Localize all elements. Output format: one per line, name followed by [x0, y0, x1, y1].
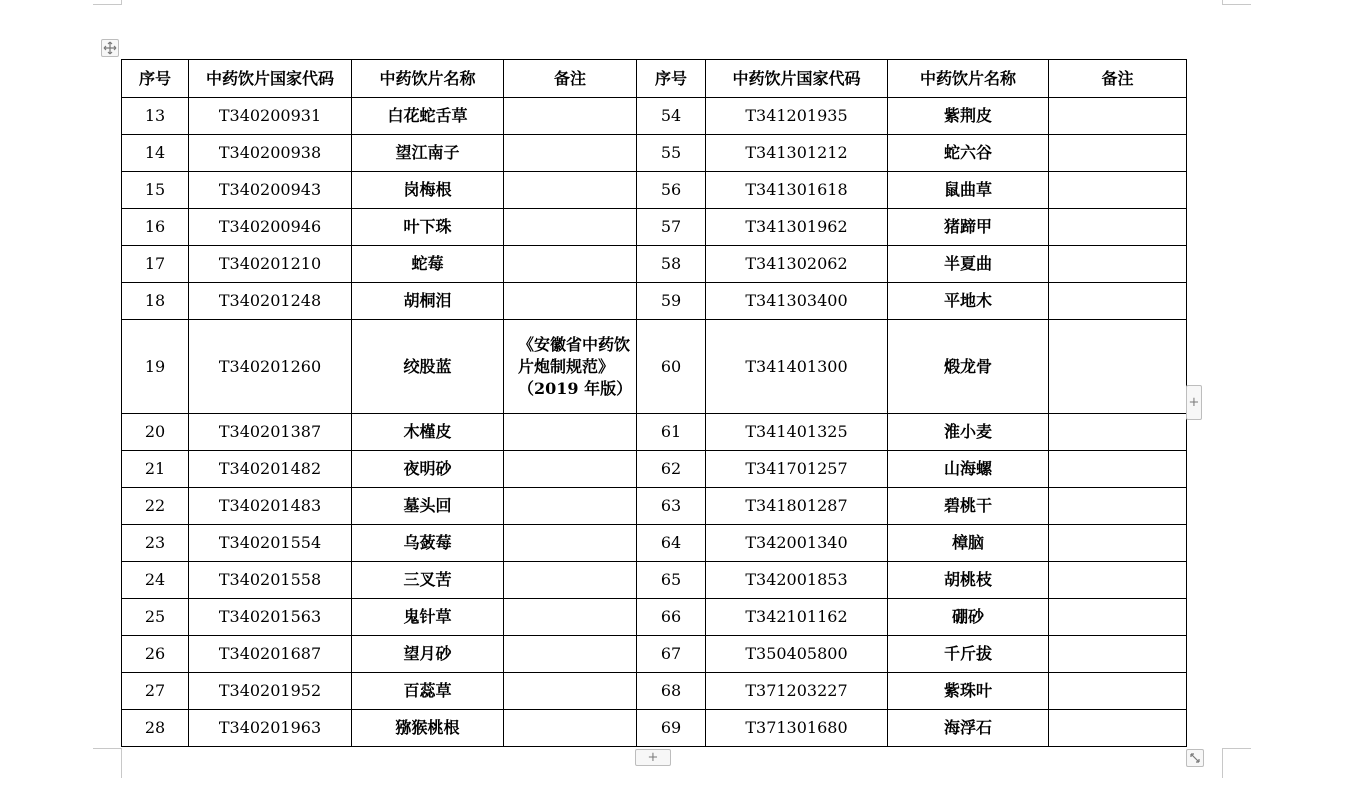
- table-row: [122, 172, 1187, 209]
- cell-note: [504, 451, 637, 488]
- cell-note: [504, 599, 637, 636]
- cell-code-2: T341701257: [706, 451, 888, 488]
- cell-name-2: 碧桃干: [888, 488, 1049, 525]
- cell-note: 《安徽省中药饮片炮制规范》（2019 年版）: [504, 320, 637, 414]
- cell-note-2: [1049, 636, 1187, 673]
- cell-name-2: 半夏曲: [888, 246, 1049, 283]
- header-name-2: 中药饮片名称: [888, 60, 1049, 98]
- cell-name: 叶下珠: [352, 209, 504, 246]
- cell-name-2: 海浮石: [888, 710, 1049, 747]
- cell-note-2: [1049, 599, 1187, 636]
- header-note: 备注: [504, 60, 637, 98]
- crop-mark-top-right-h: [1222, 4, 1251, 5]
- cell-note: [504, 172, 637, 209]
- cell-index-2: 66: [637, 599, 706, 636]
- cell-index-2: 59: [637, 283, 706, 320]
- cell-note: [504, 246, 637, 283]
- cell-index-2: 56: [637, 172, 706, 209]
- cell-note-2: [1049, 414, 1187, 451]
- cell-index: 26: [122, 636, 189, 673]
- cell-name-2: 平地木: [888, 283, 1049, 320]
- cell-code: T340201558: [189, 562, 352, 599]
- cell-index: 21: [122, 451, 189, 488]
- cell-index: 17: [122, 246, 189, 283]
- table-move-handle[interactable]: [101, 39, 119, 57]
- cell-code-2: T371203227: [706, 673, 888, 710]
- cell-code: T340200931: [189, 98, 352, 135]
- cell-note-2: [1049, 98, 1187, 135]
- table-row: [122, 562, 1187, 599]
- cell-index: 22: [122, 488, 189, 525]
- header-index-2: 序号: [637, 60, 706, 98]
- cell-code-2: T341401300: [706, 320, 888, 414]
- add-column-button[interactable]: [1186, 385, 1202, 420]
- cell-index: 23: [122, 525, 189, 562]
- cell-note: [504, 636, 637, 673]
- cell-note-2: [1049, 710, 1187, 747]
- cell-name-2: 胡桃枝: [888, 562, 1049, 599]
- cell-note: [504, 488, 637, 525]
- table-row: [122, 283, 1187, 320]
- crop-mark-bottom-left-h: [93, 748, 122, 749]
- cell-code: T340201248: [189, 283, 352, 320]
- cell-index-2: 58: [637, 246, 706, 283]
- cell-note-2: [1049, 209, 1187, 246]
- cell-name: 猕猴桃根: [352, 710, 504, 747]
- cell-name-2: 山海螺: [888, 451, 1049, 488]
- cell-code: T340201563: [189, 599, 352, 636]
- cell-note: [504, 525, 637, 562]
- cell-code-2: T350405800: [706, 636, 888, 673]
- table-header-row: [122, 60, 1187, 98]
- header-code: 中药饮片国家代码: [189, 60, 352, 98]
- cell-note-2: [1049, 451, 1187, 488]
- cell-code: T340201210: [189, 246, 352, 283]
- cell-note: [504, 562, 637, 599]
- cell-index-2: 62: [637, 451, 706, 488]
- cell-note-2: [1049, 320, 1187, 414]
- cell-index-2: 60: [637, 320, 706, 414]
- cell-index: 16: [122, 209, 189, 246]
- cell-index: 18: [122, 283, 189, 320]
- cell-note: [504, 414, 637, 451]
- cell-note-2: [1049, 562, 1187, 599]
- cell-index: 15: [122, 172, 189, 209]
- table-row: [122, 320, 1187, 414]
- cell-code-2: T342101162: [706, 599, 888, 636]
- cell-index: 14: [122, 135, 189, 172]
- cell-index-2: 54: [637, 98, 706, 135]
- crop-mark-bottom-left-v: [121, 748, 122, 778]
- cell-name: 乌蔹莓: [352, 525, 504, 562]
- cell-name: 夜明砂: [352, 451, 504, 488]
- table-row: [122, 451, 1187, 488]
- cell-code-2: T341801287: [706, 488, 888, 525]
- cell-code-2: T341301962: [706, 209, 888, 246]
- table-row: [122, 246, 1187, 283]
- cell-name: 岗梅根: [352, 172, 504, 209]
- cell-name-2: 紫荆皮: [888, 98, 1049, 135]
- cell-code: T340201554: [189, 525, 352, 562]
- cell-index: 19: [122, 320, 189, 414]
- plus-icon: +: [1188, 395, 1200, 410]
- header-index: 序号: [122, 60, 189, 98]
- cell-name: 胡桐泪: [352, 283, 504, 320]
- table-row: [122, 414, 1187, 451]
- cell-name: 墓头回: [352, 488, 504, 525]
- cell-code-2: T371301680: [706, 710, 888, 747]
- table-row: [122, 599, 1187, 636]
- cell-name-2: 煅龙骨: [888, 320, 1049, 414]
- cell-code: T340201260: [189, 320, 352, 414]
- table-row: [122, 710, 1187, 747]
- herbal-pieces-table: [121, 59, 1187, 747]
- cell-code: T340200938: [189, 135, 352, 172]
- header-code-2: 中药饮片国家代码: [706, 60, 888, 98]
- cell-index-2: 64: [637, 525, 706, 562]
- header-note-2: 备注: [1049, 60, 1187, 98]
- cell-code-2: T341302062: [706, 246, 888, 283]
- cell-note: [504, 283, 637, 320]
- cell-code-2: T342001340: [706, 525, 888, 562]
- cell-index: 13: [122, 98, 189, 135]
- cell-name: 木槿皮: [352, 414, 504, 451]
- cell-code: T340201387: [189, 414, 352, 451]
- cell-index-2: 69: [637, 710, 706, 747]
- cell-name: 三叉苦: [352, 562, 504, 599]
- cell-note: [504, 710, 637, 747]
- table-row: [122, 209, 1187, 246]
- cell-index: 28: [122, 710, 189, 747]
- plus-icon: +: [647, 750, 659, 765]
- cell-name: 蛇莓: [352, 246, 504, 283]
- cell-note-2: [1049, 525, 1187, 562]
- cell-name: 望江南子: [352, 135, 504, 172]
- add-row-button[interactable]: [635, 749, 671, 766]
- cell-name: 白花蛇舌草: [352, 98, 504, 135]
- cell-index-2: 57: [637, 209, 706, 246]
- table-resize-handle[interactable]: [1186, 749, 1204, 767]
- cell-index-2: 67: [637, 636, 706, 673]
- cell-note-2: [1049, 246, 1187, 283]
- cell-index: 27: [122, 673, 189, 710]
- cell-note: [504, 673, 637, 710]
- cell-note-2: [1049, 488, 1187, 525]
- cell-name-2: 千斤拔: [888, 636, 1049, 673]
- resize-icon: [1189, 752, 1201, 764]
- cell-code: T340201482: [189, 451, 352, 488]
- cell-index-2: 55: [637, 135, 706, 172]
- cell-name-2: 猪蹄甲: [888, 209, 1049, 246]
- cell-index: 20: [122, 414, 189, 451]
- cell-note-2: [1049, 172, 1187, 209]
- cell-index: 24: [122, 562, 189, 599]
- cell-index-2: 65: [637, 562, 706, 599]
- cell-index-2: 68: [637, 673, 706, 710]
- cell-name: 望月砂: [352, 636, 504, 673]
- cell-index-2: 61: [637, 414, 706, 451]
- cell-code: T340201687: [189, 636, 352, 673]
- crop-mark-bottom-right-h: [1222, 748, 1251, 749]
- cell-code-2: T341401325: [706, 414, 888, 451]
- table-row: [122, 673, 1187, 710]
- cell-code-2: T341301618: [706, 172, 888, 209]
- cell-note: [504, 135, 637, 172]
- table-row: [122, 135, 1187, 172]
- cell-index: 25: [122, 599, 189, 636]
- cell-name-2: 蛇六谷: [888, 135, 1049, 172]
- cell-name-2: 樟脑: [888, 525, 1049, 562]
- cell-code: T340201483: [189, 488, 352, 525]
- table-row: [122, 636, 1187, 673]
- cell-code: T340200946: [189, 209, 352, 246]
- cell-name-2: 硼砂: [888, 599, 1049, 636]
- cell-note: [504, 209, 637, 246]
- cell-code: T340201963: [189, 710, 352, 747]
- table-body: [122, 98, 1187, 747]
- cell-index-2: 63: [637, 488, 706, 525]
- cell-name: 鬼针草: [352, 599, 504, 636]
- crop-mark-bottom-right-v: [1222, 748, 1223, 778]
- cell-code: T340200943: [189, 172, 352, 209]
- table-row: [122, 98, 1187, 135]
- cell-name-2: 淮小麦: [888, 414, 1049, 451]
- crop-mark-top-right-v: [1222, 0, 1223, 5]
- cell-note-2: [1049, 673, 1187, 710]
- cell-name: 绞股蓝: [352, 320, 504, 414]
- crop-mark-top-left-h: [93, 4, 122, 5]
- cell-code-2: T341301212: [706, 135, 888, 172]
- cell-name-2: 鼠曲草: [888, 172, 1049, 209]
- cell-note: [504, 98, 637, 135]
- move-icon: [103, 41, 117, 55]
- cell-name-2: 紫珠叶: [888, 673, 1049, 710]
- table-row: [122, 488, 1187, 525]
- header-name: 中药饮片名称: [352, 60, 504, 98]
- cell-code-2: T341303400: [706, 283, 888, 320]
- crop-mark-top-left-v: [121, 0, 122, 5]
- cell-note-2: [1049, 283, 1187, 320]
- cell-code-2: T341201935: [706, 98, 888, 135]
- cell-note-2: [1049, 135, 1187, 172]
- cell-name: 百蕊草: [352, 673, 504, 710]
- cell-code: T340201952: [189, 673, 352, 710]
- table-row: [122, 525, 1187, 562]
- cell-code-2: T342001853: [706, 562, 888, 599]
